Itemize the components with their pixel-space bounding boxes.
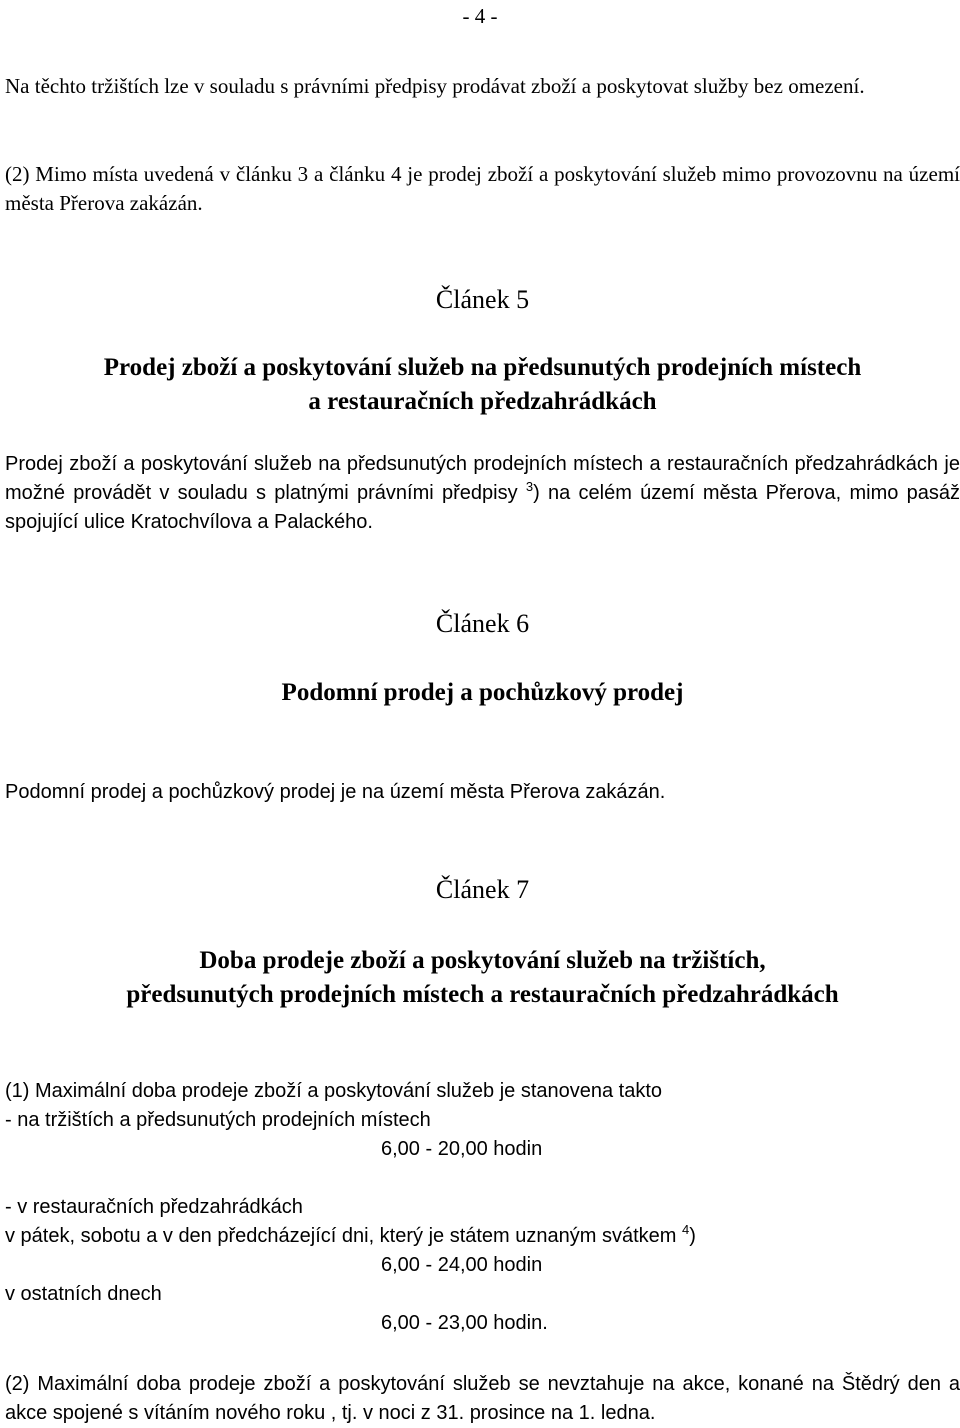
article-7-p1-line-1: (1) Maximální doba prodeje zboží a poskytování služeb je stanovena takto <box>5 1080 663 1102</box>
article-7-heading: Článek 7 <box>435 875 530 904</box>
intro-paragraph-2: (2) Mimo místa uvedená v článku 3 a článku 4 je prodej zboží a poskytování služeb mimo provozovnu na území města Přerova zakázán. <box>5 162 960 215</box>
article-5-text-after: ) na celém území města Přerova, mimo pasáž spojující ulice Kratochvílova a Palackého. <box>5 482 960 533</box>
article-7-p1-hours-other-days: 6,00 - 23,00 hodin. <box>381 1312 548 1334</box>
article-7-p1-line-4: - v restauračních předzahrádkách <box>5 1196 303 1218</box>
article-5-heading: Článek 5 <box>435 285 530 314</box>
article-7-paragraph-2: (2) Maximální doba prodeje zboží a poskytování služeb se nevztahuje na akce, konané na Štědrý den a akce spojené s vítáním nového roku , tj. v noci z 31. prosince na 1. ledna. <box>5 1373 960 1424</box>
article-7-title-line-1: Doba prodeje zboží a poskytování služeb na tržištích, <box>199 947 766 974</box>
article-5-title-line-1: Prodej zboží a poskytování služeb na předsunutých prodejních místech <box>103 354 862 381</box>
article-5-text-before: Prodej zboží a poskytování služeb na předsunutých prodejních místech a restauračních předzahrádkách je možné provádět v souladu s platnými právními předpisy <box>5 453 960 504</box>
article-7-p1-line-7: v ostatních dnech <box>5 1283 162 1305</box>
intro-paragraph-1: Na těchto tržištích lze v souladu s právními předpisy prodávat zboží a poskytovat služby bez omezení. <box>5 74 865 98</box>
article-6-title: Podomní prodej a pochůzkový prodej <box>281 679 684 706</box>
article-6-text: Podomní prodej a pochůzkový prodej je na území města Přerova zakázán. <box>5 781 666 803</box>
footnote-4: 4 <box>682 1222 690 1237</box>
article-7-p1-line-5 <box>5 1222 960 1251</box>
article-5-text <box>5 450 960 537</box>
spacer <box>5 1164 960 1193</box>
article-6-heading: Článek 6 <box>435 609 530 638</box>
article-7-p1-line-2: - na tržištích a předsunutých prodejních místech <box>5 1109 431 1131</box>
article-7-p1-line-5-before: v pátek, sobotu a v den předcházející dni, který je státem uznaným svátkem <box>5 1225 677 1247</box>
article-7-paragraph-1 <box>5 1077 960 1338</box>
article-5-title <box>5 351 960 419</box>
footnote-3: 3 <box>525 479 534 494</box>
article-7-title <box>5 944 960 1012</box>
article-5-title-line-2: a restauračních předzahrádkách <box>308 388 657 415</box>
article-7-title-line-2: předsunutých prodejních místech a restauračních předzahrádkách <box>126 981 839 1008</box>
article-7-p1-hours-holiday: 6,00 - 24,00 hodin <box>381 1254 543 1276</box>
article-7-p1-hours-markets: 6,00 - 20,00 hodin <box>381 1138 543 1160</box>
page-number: - 4 - <box>462 4 498 28</box>
article-7-p1-line-5-after: ) <box>689 1225 696 1247</box>
